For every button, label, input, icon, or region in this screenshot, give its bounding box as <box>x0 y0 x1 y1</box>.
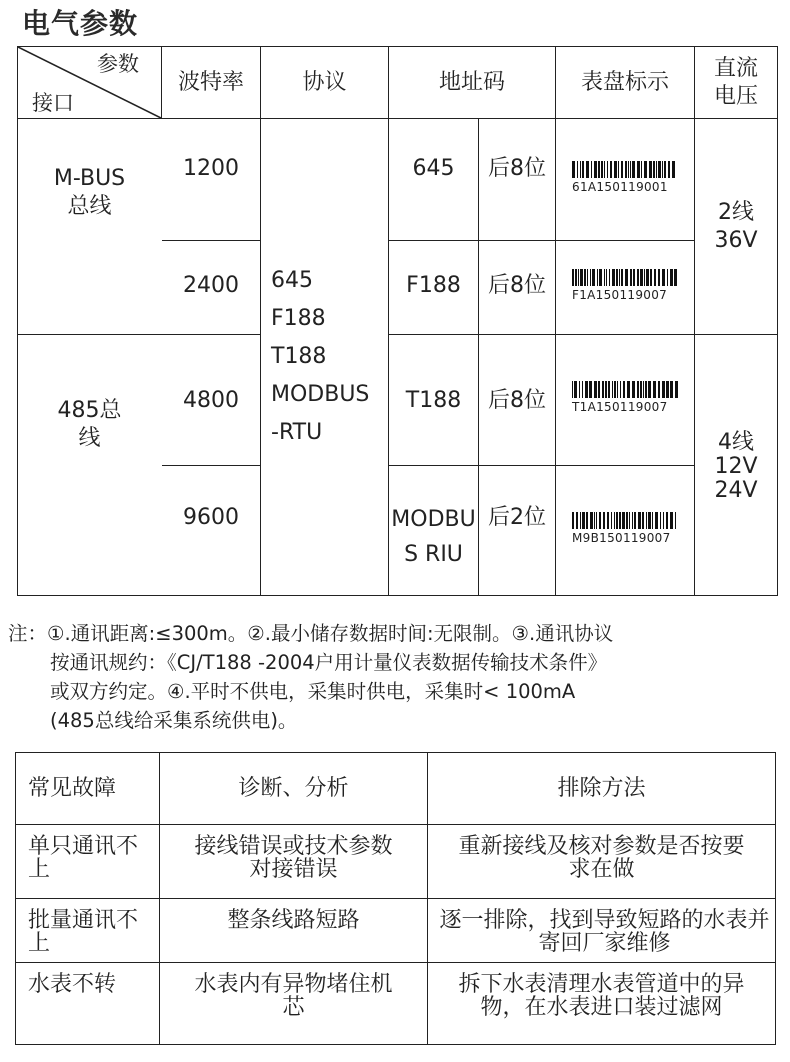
barcode-stripe <box>648 512 651 529</box>
address-digits-cell: 后8位 <box>479 335 556 466</box>
barcode-stripe <box>612 269 615 286</box>
voltage-label: 12V <box>714 454 758 480</box>
barcode-stripe <box>584 269 586 286</box>
barcode-stripe <box>594 161 597 178</box>
fault-table <box>15 752 776 1045</box>
barcode-stripe <box>572 512 574 529</box>
barcode-label <box>572 269 678 303</box>
barcode-stripe <box>638 512 641 529</box>
barcode-stripe <box>648 381 651 398</box>
barcode-stripe <box>627 381 630 398</box>
barcode-stripe <box>614 161 617 178</box>
table-row <box>16 899 776 963</box>
barcode-stripe <box>666 512 668 529</box>
voltage-label: 24V <box>714 478 758 504</box>
address-code-label: S RIU <box>404 542 463 568</box>
address-digits-cell: 后2位 <box>479 466 556 596</box>
barcode-stripe <box>572 161 575 178</box>
protocol-item: 645 <box>271 268 313 294</box>
barcode-stripe <box>602 381 604 398</box>
barcode-bars <box>572 269 678 286</box>
protocol-item: -RTU <box>271 419 323 445</box>
barcode-stripe <box>580 512 581 529</box>
barcode-stripe <box>658 269 660 286</box>
barcode-stripe <box>667 269 668 286</box>
barcode-stripe <box>632 381 635 398</box>
fault-cell: 单只通讯不上 <box>16 825 160 899</box>
protocol-item: T188 <box>271 344 327 370</box>
solution-header: 排除方法 <box>428 753 776 825</box>
note-line: 或双方约定。④.平时不供电，采集时供电，采集时< 100mA <box>50 679 576 703</box>
protocol-cell <box>261 119 389 596</box>
protocol-item: MODBUS <box>271 381 370 407</box>
barcode-stripe <box>599 512 601 529</box>
analysis-cell: 水表内有异物堵住机芯 <box>160 963 428 1045</box>
dial-cell <box>556 241 695 335</box>
table-row <box>16 825 776 899</box>
barcode-stripe <box>619 269 620 286</box>
barcode-stripe <box>614 512 615 529</box>
barcode-stripe <box>598 381 600 398</box>
barcode-stripe <box>668 161 670 178</box>
barcode-stripe <box>582 512 585 529</box>
barcode-stripe <box>646 512 647 529</box>
barcode-stripe <box>617 381 618 398</box>
barcode-stripe <box>641 161 642 178</box>
address-code-cell <box>389 466 479 596</box>
barcode-stripe <box>585 381 588 398</box>
barcode-stripe <box>656 161 657 178</box>
barcode-stripe <box>576 512 578 529</box>
barcode-stripe <box>621 269 623 286</box>
barcode-stripe <box>662 381 665 398</box>
barcode-stripe <box>572 269 574 286</box>
fault-header-row <box>16 753 776 825</box>
dc-voltage-header <box>695 47 778 119</box>
analysis-cell: 接线错误或技术参数对接错误 <box>160 825 428 899</box>
barcode-stripe <box>582 161 584 178</box>
barcode-stripe <box>664 161 666 178</box>
barcode-stripe <box>634 512 636 529</box>
dial-cell <box>556 466 695 596</box>
barcode-stripe <box>663 512 664 529</box>
barcode-stripe <box>590 512 593 529</box>
barcode-stripe <box>630 161 631 178</box>
barcode-stripe <box>598 161 600 178</box>
barcode-stripe <box>603 512 605 529</box>
header-row <box>18 47 778 119</box>
barcode-stripe <box>574 381 577 398</box>
barcode-stripe <box>578 269 579 286</box>
notes-block <box>8 620 783 735</box>
barcode-stripe <box>594 381 597 398</box>
barcode-stripe <box>644 161 647 178</box>
interface-label: M-BUS <box>53 166 126 191</box>
voltage-4wire <box>695 335 778 596</box>
barcode-stripe <box>662 269 665 286</box>
barcode-stripe <box>599 269 602 286</box>
barcode-stripe <box>582 381 583 398</box>
barcode-label <box>572 381 678 415</box>
barcode-stripe <box>594 512 595 529</box>
dial-cell <box>556 335 695 466</box>
address-header: 地址码 <box>389 47 556 119</box>
barcode-stripe <box>650 269 652 286</box>
table-row <box>18 335 778 466</box>
barcode-stripe <box>640 381 642 398</box>
barcode-stripe <box>616 512 618 529</box>
barcode-label <box>572 161 678 195</box>
barcode-stripe <box>623 381 625 398</box>
barcode-stripe <box>577 161 578 178</box>
table-row <box>18 119 778 241</box>
barcode-stripe <box>616 269 618 286</box>
corner-top-label: 参数 <box>97 52 139 76</box>
barcode-stripe <box>589 381 592 398</box>
address-code-label: MODBU <box>391 507 476 532</box>
barcode-stripe <box>579 381 580 398</box>
barcode-stripe <box>592 269 595 286</box>
barcode-number: M9B150119007 <box>572 530 671 545</box>
address-code-cell: 645 <box>389 119 479 241</box>
solution-cell: 拆下水表清理水表管道中的异物，在水表进口装过滤网 <box>428 963 776 1045</box>
barcode-bars <box>572 381 678 398</box>
solution-cell: 逐一排除，找到导致短路的水表并寄回厂家维修 <box>428 899 776 963</box>
fault-cell: 批量通讯不上 <box>16 899 160 963</box>
barcode-stripe <box>649 161 652 178</box>
address-code-cell: F188 <box>389 241 479 335</box>
protocol-item: F188 <box>271 306 326 332</box>
barcode-stripe <box>632 161 635 178</box>
barcode-stripe <box>660 512 661 529</box>
barcode-stripe <box>620 381 621 398</box>
barcode-stripe <box>610 161 612 178</box>
barcode-stripe <box>675 512 676 529</box>
barcode-stripe <box>575 269 577 286</box>
corner-header-cell <box>18 47 162 119</box>
barcode-stripe <box>625 269 628 286</box>
barcode-stripe <box>629 512 630 529</box>
barcode-stripe <box>674 269 677 286</box>
barcode-stripe <box>632 512 633 529</box>
barcode-stripe <box>572 381 573 398</box>
fault-cell: 水表不转 <box>16 963 160 1045</box>
barcode-stripe <box>640 269 643 286</box>
address-code-cell: T188 <box>389 335 479 466</box>
barcode-stripe <box>596 512 597 529</box>
barcode-stripe <box>609 269 610 286</box>
barcode-stripe <box>622 512 625 529</box>
barcode-stripe <box>611 512 612 529</box>
barcode-stripe <box>637 381 639 398</box>
page-title: 电气参数 <box>22 7 139 40</box>
barcode-stripe <box>626 512 628 529</box>
barcode-stripe <box>646 269 649 286</box>
barcode-number: T1A150119007 <box>572 400 668 415</box>
barcode-stripe <box>630 269 632 286</box>
barcode-stripe <box>601 161 603 178</box>
barcode-label <box>572 512 678 546</box>
barcode-stripe <box>580 269 583 286</box>
barcode-stripe <box>607 161 608 178</box>
baud-cell: 4800 <box>162 335 261 466</box>
barcode-stripe <box>618 161 619 178</box>
analysis-header: 诊断、分析 <box>160 753 428 825</box>
barcode-stripe <box>590 269 591 286</box>
barcode-stripe <box>670 512 673 529</box>
barcode-stripe <box>586 512 588 529</box>
barcode-stripe <box>628 161 629 178</box>
barcode-stripe <box>662 161 663 178</box>
voltage-2wire <box>695 119 778 335</box>
barcode-stripe <box>619 512 621 529</box>
barcode-stripe <box>604 161 605 178</box>
barcode-stripe <box>633 269 635 286</box>
barcode-stripe <box>625 161 627 178</box>
barcode-stripe <box>586 161 589 178</box>
barcode-bars <box>572 161 678 178</box>
barcode-stripe <box>607 512 609 529</box>
barcode-stripe <box>658 381 660 398</box>
barcode-stripe <box>587 269 588 286</box>
fault-header: 常见故障 <box>16 753 160 825</box>
barcode-stripe <box>666 381 669 398</box>
interface-label: 线 <box>78 425 101 451</box>
baud-header: 波特率 <box>162 47 261 119</box>
analysis-cell: 整条线路短路 <box>160 899 428 963</box>
barcode-stripe <box>643 381 644 398</box>
barcode-stripe <box>580 161 581 178</box>
barcode-stripe <box>591 161 592 178</box>
barcode-stripe <box>605 381 607 398</box>
barcode-stripe <box>637 161 640 178</box>
note-line: 按通讯规约：《CJ/T188 -2004户用计量仪表数据传输技术条件》 <box>50 650 608 674</box>
note-line: 注：①.通讯距离:≤300m。②.最小储存数据时间:无限制。③.通讯协议 <box>8 622 614 645</box>
barcode-stripe <box>612 381 613 398</box>
baud-cell: 2400 <box>162 241 261 335</box>
barcode-number: 61A150119001 <box>572 179 668 194</box>
note-line: (485总线给采集系统供电)。 <box>50 708 298 732</box>
interface-485 <box>18 335 162 596</box>
dial-header: 表盘标示 <box>556 47 695 119</box>
barcode-stripe <box>597 269 598 286</box>
barcode-stripe <box>637 269 639 286</box>
barcode-stripe <box>621 161 623 178</box>
barcode-stripe <box>655 512 658 529</box>
barcode-stripe <box>644 269 645 286</box>
barcode-stripe <box>604 269 605 286</box>
address-digits-cell: 后8位 <box>479 119 556 241</box>
barcode-stripe <box>653 381 656 398</box>
table-row <box>16 963 776 1045</box>
barcode-stripe <box>658 161 661 178</box>
barcode-bars <box>572 512 678 529</box>
interface-label: 485总 <box>57 398 122 423</box>
barcode-stripe <box>675 381 678 398</box>
barcode-stripe <box>654 269 656 286</box>
voltage-label: 36V <box>714 227 758 253</box>
barcode-stripe <box>672 161 675 178</box>
dial-cell <box>556 119 695 241</box>
dc-header-line1: 直流 <box>714 56 759 81</box>
barcode-number: F1A150119007 <box>572 287 668 302</box>
corner-bottom-label: 接口 <box>32 90 74 115</box>
barcode-stripe <box>670 381 673 398</box>
barcode-stripe <box>642 512 644 529</box>
voltage-label: 2线 <box>718 200 755 225</box>
address-digits-cell: 后8位 <box>479 241 556 335</box>
barcode-stripe <box>608 381 610 398</box>
interface-label: 总线 <box>67 193 112 219</box>
barcode-stripe <box>606 269 607 286</box>
interface-mbus <box>18 119 162 335</box>
barcode-stripe <box>652 512 653 529</box>
baud-cell: 9600 <box>162 466 261 596</box>
voltage-label: 4线 <box>718 430 755 455</box>
baud-cell: 1200 <box>162 119 261 241</box>
protocol-header: 协议 <box>261 47 389 119</box>
electrical-params-table <box>17 46 778 596</box>
barcode-stripe <box>653 161 655 178</box>
barcode-stripe <box>645 381 647 398</box>
dc-header-line2: 电压 <box>714 83 759 109</box>
barcode-stripe <box>670 269 673 286</box>
solution-cell: 重新接线及核对参数是否按要求在做 <box>428 825 776 899</box>
barcode-stripe <box>614 381 616 398</box>
